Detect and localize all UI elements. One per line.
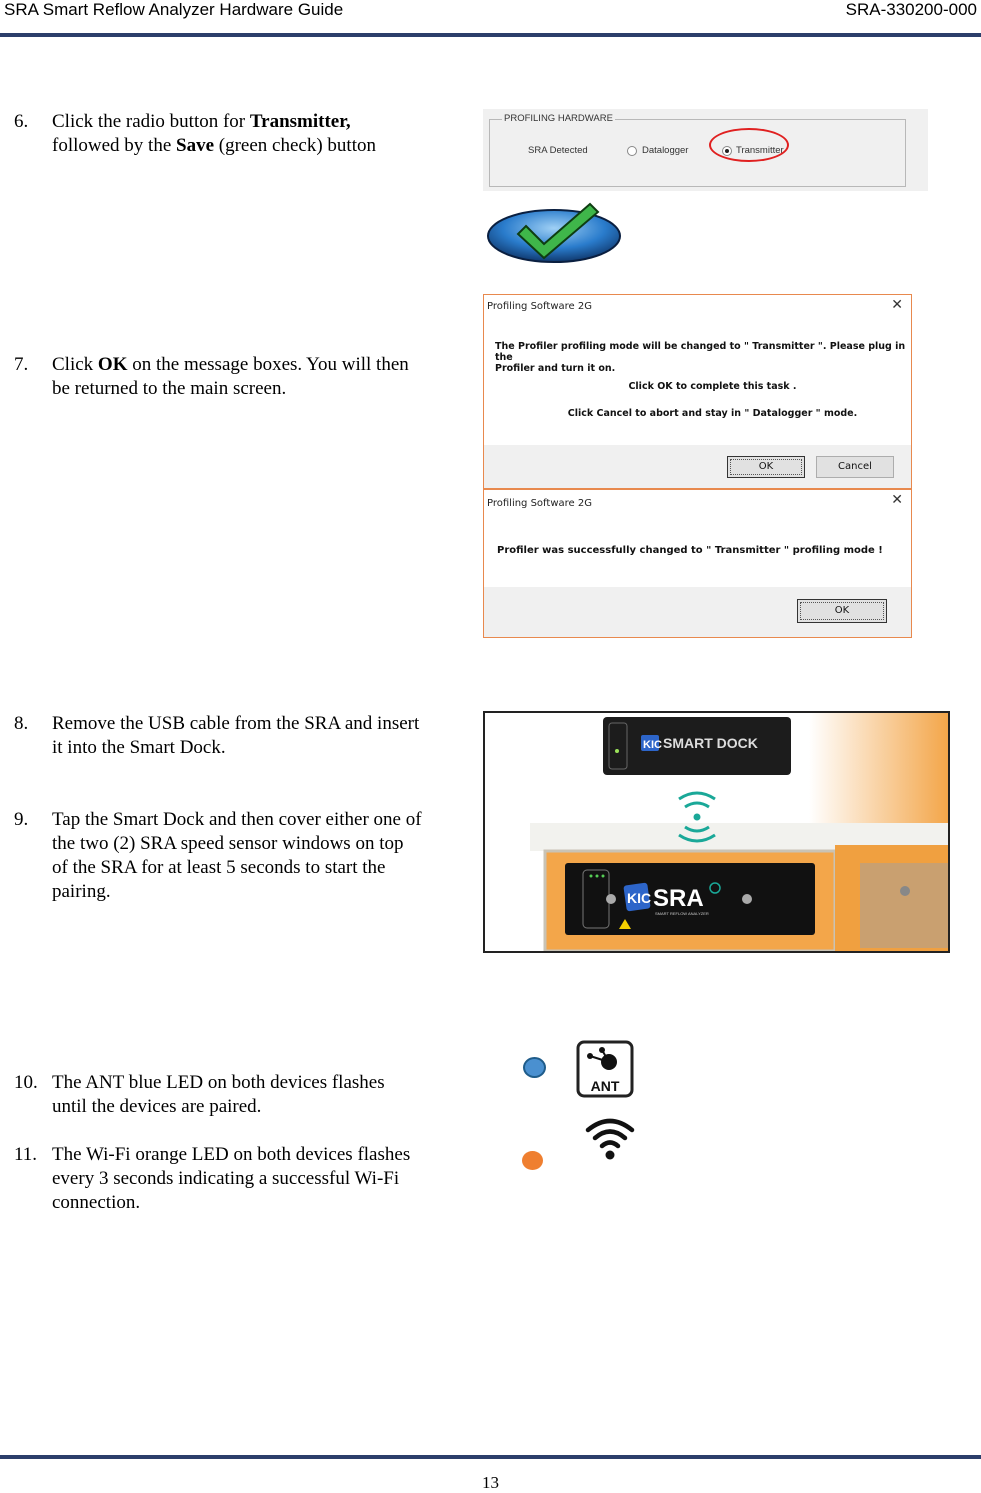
ok-button[interactable]: OK [727, 456, 805, 478]
step-number: 11. [14, 1144, 38, 1165]
cancel-button[interactable]: Cancel [816, 456, 894, 478]
svg-text:KIC: KIC [627, 890, 652, 906]
svg-text:SRA: SRA [653, 885, 704, 912]
profiling-hardware-panel [483, 109, 928, 191]
dialog-title: Profiling Software 2G [487, 498, 592, 509]
confirm-dialog [483, 294, 912, 489]
svg-text:SMART REFLOW ANALYZER: SMART REFLOW ANALYZER [655, 911, 709, 916]
sra-detected-label: SRA Detected [528, 145, 588, 156]
dialog-instruction-cancel: Click Cancel to abort and stay in " Datalogger " mode. [567, 408, 858, 419]
wifi-orange-led [522, 1151, 543, 1170]
close-icon[interactable]: ✕ [891, 297, 903, 313]
pairing-illustration [485, 713, 948, 951]
smart-dock-device [603, 717, 791, 775]
step-number: 6. [14, 111, 29, 132]
highlight-circle [709, 128, 789, 162]
ant-icon [576, 1040, 634, 1098]
radio-datalogger[interactable] [627, 146, 637, 156]
close-icon[interactable]: ✕ [891, 492, 903, 508]
step-text: The Wi-Fi orange LED on both devices flashes every 3 seconds indicating a successful Wi-Fi connection. [52, 1144, 411, 1213]
speed-sensor-window [860, 863, 948, 948]
ant-blue-led [523, 1057, 546, 1078]
dialog-title: Profiling Software 2G [487, 301, 592, 312]
step-number: 10. [14, 1072, 38, 1093]
dialog-footer [484, 445, 911, 488]
header-rule [0, 33, 981, 37]
wifi-icon [584, 1114, 636, 1162]
svg-text:KIC: KIC [643, 739, 662, 751]
ok-button[interactable]: OK [797, 599, 887, 623]
svg-text:ANT: ANT [590, 1078, 620, 1094]
success-dialog [483, 489, 912, 638]
sra-device [565, 863, 815, 935]
footer-rule [0, 1455, 981, 1459]
radio-datalogger-label: Datalogger [642, 145, 689, 156]
step-text: Remove the USB cable from the SRA and insert it into the Smart Dock. [52, 713, 420, 758]
document-number: SRA-330200-000 [845, 0, 977, 19]
step-text: Click OK on the message boxes. You will then be returned to the main screen. [52, 354, 409, 399]
dialog-footer [484, 587, 911, 637]
save-button[interactable] [486, 198, 622, 266]
groupbox-legend: PROFILING HARDWARE [504, 113, 613, 124]
step-text: Tap the Smart Dock and then cover either one of the two (2) SRA speed sensor windows on top of the SRA for at least 5 seconds to start the pairing. [52, 809, 422, 902]
document-title: SRA Smart Reflow Analyzer Hardware Guide [4, 0, 344, 19]
radio-transmitter-label: Transmitter [736, 145, 784, 156]
step-text: The ANT blue LED on both devices flashes until the devices are paired. [52, 1072, 385, 1117]
step-number: 8. [14, 713, 29, 734]
profiling-hardware-groupbox [489, 113, 906, 187]
dialog-instruction-ok: Click OK to complete this task . [628, 381, 797, 392]
step-text: Click the radio button for Transmitter, followed by the Save (green check) button [52, 111, 376, 156]
step-number: 7. [14, 354, 29, 375]
step-number: 9. [14, 809, 29, 830]
dialog-message: Profiler was successfully changed to " Transmitter " profiling mode ! [497, 545, 883, 556]
svg-text:SMART DOCK: SMART DOCK [663, 735, 758, 751]
page-number: 13 [482, 1473, 499, 1492]
dialog-message: The Profiler profiling mode will be changed to " Transmitter ". Please plug in the Profiler and turn it on. [495, 341, 906, 374]
smart-dock-sra-photo [483, 711, 950, 953]
